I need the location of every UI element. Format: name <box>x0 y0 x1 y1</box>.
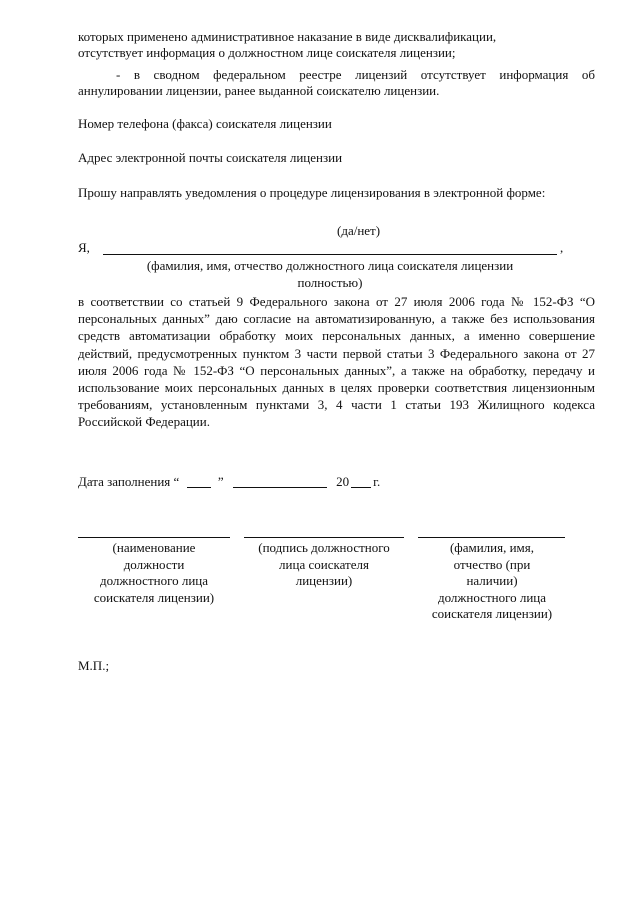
caption-line: соискателя лицензии) <box>431 606 553 621</box>
consent-prefix: Я, <box>78 240 90 255</box>
caption-line: (подпись должностного <box>258 540 390 555</box>
caption-line: должностного лица <box>437 589 547 605</box>
date-close-quote: ” <box>217 474 224 489</box>
position-caption <box>70 540 238 606</box>
name-caption <box>410 540 574 623</box>
month-blank <box>233 487 327 488</box>
caption-line: (наименование <box>112 540 196 555</box>
year-suffix: г. <box>373 474 381 489</box>
email-label: Адрес электронной почты соискателя лицензии <box>78 150 343 165</box>
caption-line: лицензии) <box>295 573 353 588</box>
caption-line: отчество (при <box>453 556 531 572</box>
caption-line: должностного лица <box>99 573 209 588</box>
day-blank <box>187 487 211 488</box>
caption-line: наличии) <box>466 573 518 588</box>
consent-body: в соответствии со статьей 9 Федерального закона от 27 июля 2006 года № 152-ФЗ “О персональных данных” даю согласие на автоматизированную, а также без использования средств автоматизации обработку моих персональных данных, а именно совершение действий, предусмотренных пунктом 3 части первой статьи 3 Федерального закона от 27 июля 2006 года № 152-ФЗ “О персональных данных”, а также на обработку, передачу и использование моих персональных данных в целях проверки соответствия лицензионным требованиям, установленным пунктами 3, 4 части 1 статьи 193 Жилищного кодекса Российской Федерации. <box>78 294 595 430</box>
phone-label: Номер телефона (факса) соискателя лицензии <box>78 116 332 131</box>
caption-line: лица соискателя <box>279 556 369 572</box>
intro-line-2: отсутствует информация о должностном лице соискателя лицензии; <box>78 45 456 60</box>
signature-caption <box>240 540 408 590</box>
notify-request: Прошу направлять уведомления о процедуре лицензирования в электронной форме: <box>78 185 546 200</box>
caption-line: соискателя лицензии) <box>93 589 215 605</box>
caption-line: должности <box>123 556 185 572</box>
full-name-line <box>103 254 557 255</box>
notify-option: (да/нет) <box>337 223 381 238</box>
name-line <box>418 537 565 538</box>
date-label: Дата заполнения “ <box>78 474 180 489</box>
year-blank <box>351 487 371 488</box>
intro-bullet-2: - в сводном федеральном реестре лицензий отсутствует информация об аннулировании лицензии, ранее выданной соискателю лицензии. <box>78 67 595 98</box>
position-line <box>78 537 230 538</box>
stamp-label: М.П.; <box>78 658 110 673</box>
year-prefix: 20 <box>336 474 350 489</box>
intro-line-1: которых применено административное наказание в виде дисквалификации, <box>78 29 497 44</box>
caption-line: (фамилия, имя, <box>449 540 535 555</box>
consent-suffix: , <box>560 240 564 255</box>
name-caption-line-2: полностью) <box>297 275 363 290</box>
fill-date <box>78 474 380 490</box>
name-caption-line-1: (фамилия, имя, отчество должностного лица соискателя лицензии <box>146 258 514 273</box>
signature-line <box>244 537 404 538</box>
